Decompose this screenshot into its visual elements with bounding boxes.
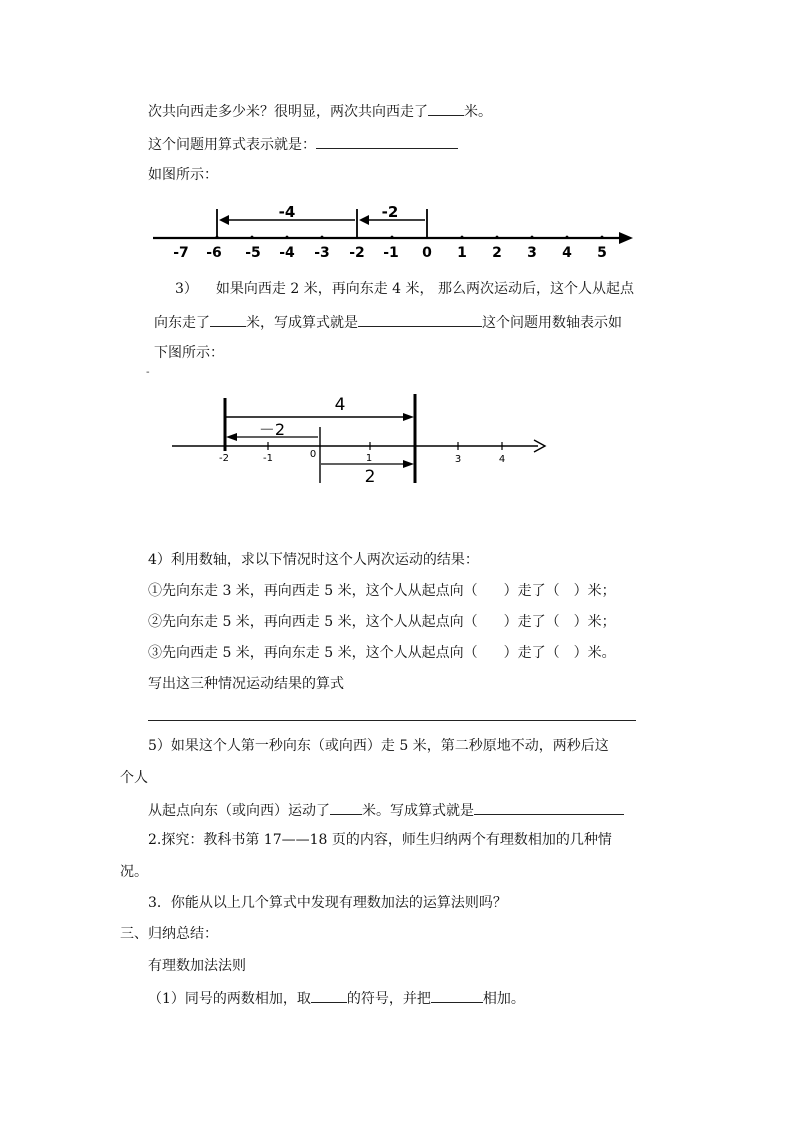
section-3-text: 如果向西走 2 米，再向东走 4 米， 那么两次运动后，这个人从起点 (215, 281, 634, 297)
section-3-text-b3: 这个问题用数轴表示如 (482, 315, 622, 331)
number-line-figure-1 (145, 200, 645, 270)
text-line-2 (148, 133, 458, 155)
tick-label: 4 (562, 245, 572, 261)
tick-label: -2 (349, 245, 365, 261)
tick-label: 3 (527, 245, 537, 261)
tick-label: -2 (219, 453, 229, 464)
section-5-line-2: 个人 (120, 770, 148, 786)
item-1-mid: ）走了（ (503, 583, 560, 599)
formula-blank[interactable] (474, 799, 624, 815)
section-4-title: 4）利用数轴，求以下情况时这个人两次运动的结果： (148, 552, 479, 568)
formula-blank[interactable] (316, 133, 458, 149)
section-5-line-3 (148, 799, 624, 821)
rule-1 (148, 987, 525, 1009)
tick-label: 0 (422, 245, 432, 261)
section-3-line-2 (154, 311, 622, 333)
exploration-line-2: 况。 (120, 864, 148, 880)
answer-blank[interactable] (431, 987, 483, 1003)
rule-1-text-b: 的符号，并把 (346, 991, 431, 1007)
item-2-text: ②先向东走 5 米，再向西走 5 米，这个人从起点向（ (148, 614, 478, 630)
item-1-text: ①先向东走 3 米，再向西走 5 米，这个人从起点向（ (148, 583, 478, 599)
item-3-end: ）米。 (573, 645, 616, 661)
item-3-mid: ）走了（ (503, 645, 560, 661)
formula-answer-line[interactable] (148, 720, 636, 721)
tick-label: -5 (245, 245, 261, 261)
text-line-3: 如图所示： (148, 167, 218, 183)
rule-1-text-a: （1）同号的两数相加，取 (148, 991, 311, 1007)
item-1-end: ）米； (573, 583, 616, 599)
section-3-line-1 (175, 279, 634, 299)
arrow-minus4-label: -4 (278, 203, 296, 221)
line1-end: 米。 (464, 104, 492, 120)
section-4-item-3 (148, 643, 616, 663)
number-line-figure-2 (140, 365, 560, 490)
arrow-minus2-head (359, 215, 369, 225)
rule-title: 有理数加法法则 (148, 958, 246, 974)
section-5-text-c2: 米。写成算式就是 (362, 803, 474, 819)
section-4-formula-prompt: 写出这三种情况运动结果的算式 (148, 676, 344, 692)
question-3: 3．你能从以上几个算式中发现有理数加法的运算法则吗？ (148, 895, 507, 911)
tick-label: 0 (309, 449, 317, 460)
tick-label: 5 (597, 245, 607, 261)
arrow-minus4-head (219, 215, 229, 225)
rule-1-text-c: 相加。 (482, 991, 525, 1007)
tick-label: -1 (263, 453, 273, 464)
tick-label: -4 (279, 245, 295, 261)
section-3-text-b1: 向东走了 (154, 315, 210, 331)
arrow-2-head (403, 460, 414, 468)
line2-text: 这个问题用算式表示就是： (148, 137, 316, 153)
axis-arrowhead (619, 232, 633, 244)
tick-labels (173, 245, 607, 261)
arrow-minus2-label: -2 (381, 203, 399, 221)
tick-label: -3 (314, 245, 330, 261)
section-3-line-3: 下图所示： (154, 345, 224, 361)
tick-labels (219, 449, 505, 465)
section-3-number: 3） (175, 281, 198, 297)
tick-label: -7 (173, 245, 189, 261)
tick-label: 4 (498, 454, 506, 465)
answer-blank[interactable] (330, 799, 362, 815)
formula-blank[interactable] (358, 311, 482, 327)
tick-label: 1 (365, 453, 373, 464)
tick-label: -6 (206, 245, 222, 261)
arrow-4-label: 4 (334, 395, 346, 415)
tick-label: 1 (457, 245, 467, 261)
item-2-end: ）米； (573, 614, 616, 630)
line1-text: 次共向西走多少米？很明显，两次共向西走了 (148, 104, 428, 120)
section-5-text-c1: 从起点向东（或向西）运动了 (148, 803, 330, 819)
section-5-line-1: 5）如果这个人第一秒向东（或向西）走 5 米，第二秒原地不动，两秒后这 (148, 738, 609, 754)
text-line-1 (148, 100, 492, 122)
arrow-4-head (403, 413, 414, 421)
tick-label: 3 (454, 454, 462, 465)
item-3-text: ③先向西走 5 米，再向东走 5 米，这个人从起点向（ (148, 645, 478, 661)
arrow-minus2-head (226, 433, 237, 441)
exploration-line-1: 2.探究：教科书第 17——18 页的内容，师生归纳两个有理数相加的几种情 (148, 832, 612, 848)
section-4-item-1 (148, 581, 616, 601)
arrow-2-label: 2 (364, 467, 376, 487)
stray-mark: - (146, 367, 150, 378)
answer-blank[interactable] (210, 311, 246, 327)
answer-blank[interactable] (311, 987, 347, 1003)
tick-label: -1 (383, 245, 399, 261)
section-4-item-2 (148, 612, 616, 632)
answer-blank[interactable] (428, 100, 464, 116)
arrow-minus2-label: －2 (258, 420, 286, 439)
section-3-text-b2: 米，写成算式就是 (246, 315, 358, 331)
section-heading-summary: 三、归纳总结： (120, 926, 218, 942)
item-2-mid: ）走了（ (503, 614, 560, 630)
tick-label: 2 (492, 245, 502, 261)
